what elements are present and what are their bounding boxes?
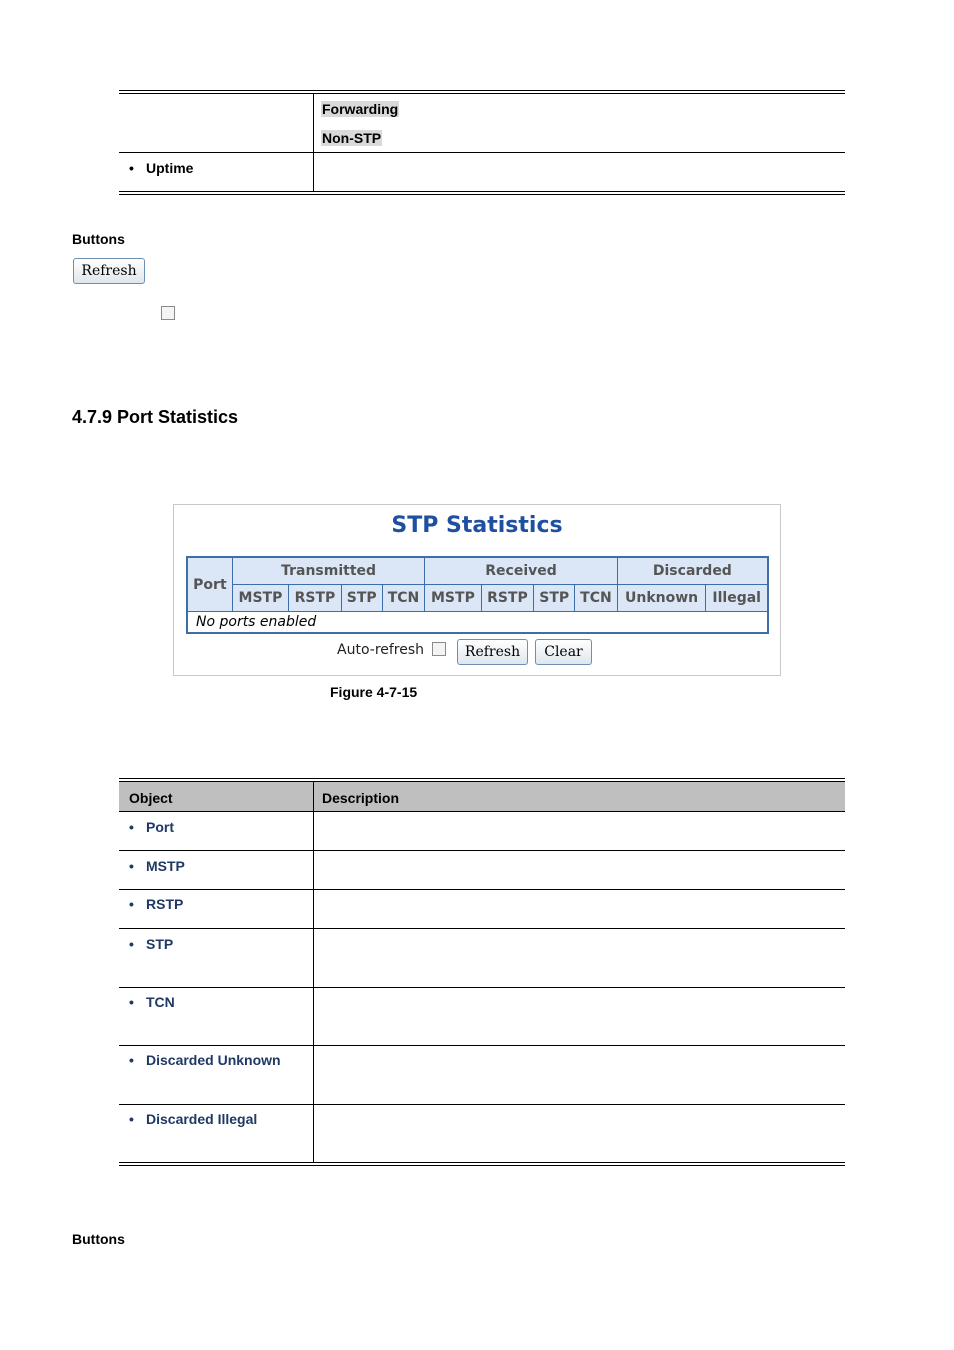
uptime-item: • Uptime [129, 160, 193, 176]
object-row-rstp: • RSTP [129, 896, 183, 912]
group-transmitted: Transmitted [232, 557, 424, 585]
figure-clear-button[interactable]: Clear [535, 639, 592, 665]
object-row-discarded-unknown: • Discarded Unknown [129, 1052, 281, 1068]
object-row-mstp: • MSTP [129, 858, 185, 874]
sub-header: MSTP [232, 585, 288, 612]
sub-header: STP [341, 585, 382, 612]
sub-header: RSTP [481, 585, 534, 612]
object-row-stp: • STP [129, 936, 173, 952]
top-table-bottom-border [119, 191, 845, 195]
top-table-divider [313, 94, 314, 191]
header-object: Object [129, 790, 173, 806]
section-title: 4.7.9 Port Statistics [72, 407, 239, 427]
sub-header: Unknown [617, 585, 706, 612]
figure-caption: Figure 4-7-15 [330, 684, 418, 700]
sub-header: TCN [382, 585, 425, 612]
object-row-discarded-illegal: • Discarded Illegal [129, 1111, 257, 1127]
top-table-row-divider [119, 152, 845, 153]
sub-header: RSTP [289, 585, 342, 612]
sub-header: MSTP [425, 585, 481, 612]
state-forwarding: Forwarding [322, 101, 399, 117]
auto-refresh-checkbox-sample[interactable] [161, 306, 175, 320]
object-table-bottom-border [119, 1162, 845, 1166]
row-divider [119, 889, 845, 890]
stp-statistics-figure [173, 504, 781, 676]
refresh-button[interactable]: Refresh [73, 258, 145, 284]
row-divider [119, 811, 845, 812]
state-non-stp: Non-STP [322, 130, 382, 146]
group-received: Received [425, 557, 617, 585]
top-table-top-border [119, 90, 845, 94]
sub-header: STP [534, 585, 575, 612]
col-port: Port [187, 557, 232, 612]
auto-refresh-checkbox[interactable] [432, 642, 446, 656]
row-divider [119, 987, 845, 988]
row-divider [119, 928, 845, 929]
row-divider [119, 1104, 845, 1105]
object-table-divider [313, 782, 314, 1162]
auto-refresh-label: Auto-refresh [337, 642, 425, 658]
object-row-port: • Port [129, 819, 174, 835]
buttons-heading: Buttons [72, 231, 125, 247]
sub-header: TCN [575, 585, 618, 612]
sub-header: Illegal [706, 585, 768, 612]
row-divider [119, 850, 845, 851]
header-description: Description [322, 790, 400, 806]
stp-statistics-table [186, 556, 769, 634]
figure-refresh-button[interactable]: Refresh [457, 639, 528, 665]
row-divider [119, 1045, 845, 1046]
empty-message: No ports enabled [196, 614, 317, 630]
object-row-tcn: • TCN [129, 994, 175, 1010]
object-table-header [119, 782, 845, 811]
group-discarded: Discarded [617, 557, 768, 585]
figure-title: STP Statistics [391, 513, 563, 538]
buttons-heading-2: Buttons [72, 1231, 125, 1247]
